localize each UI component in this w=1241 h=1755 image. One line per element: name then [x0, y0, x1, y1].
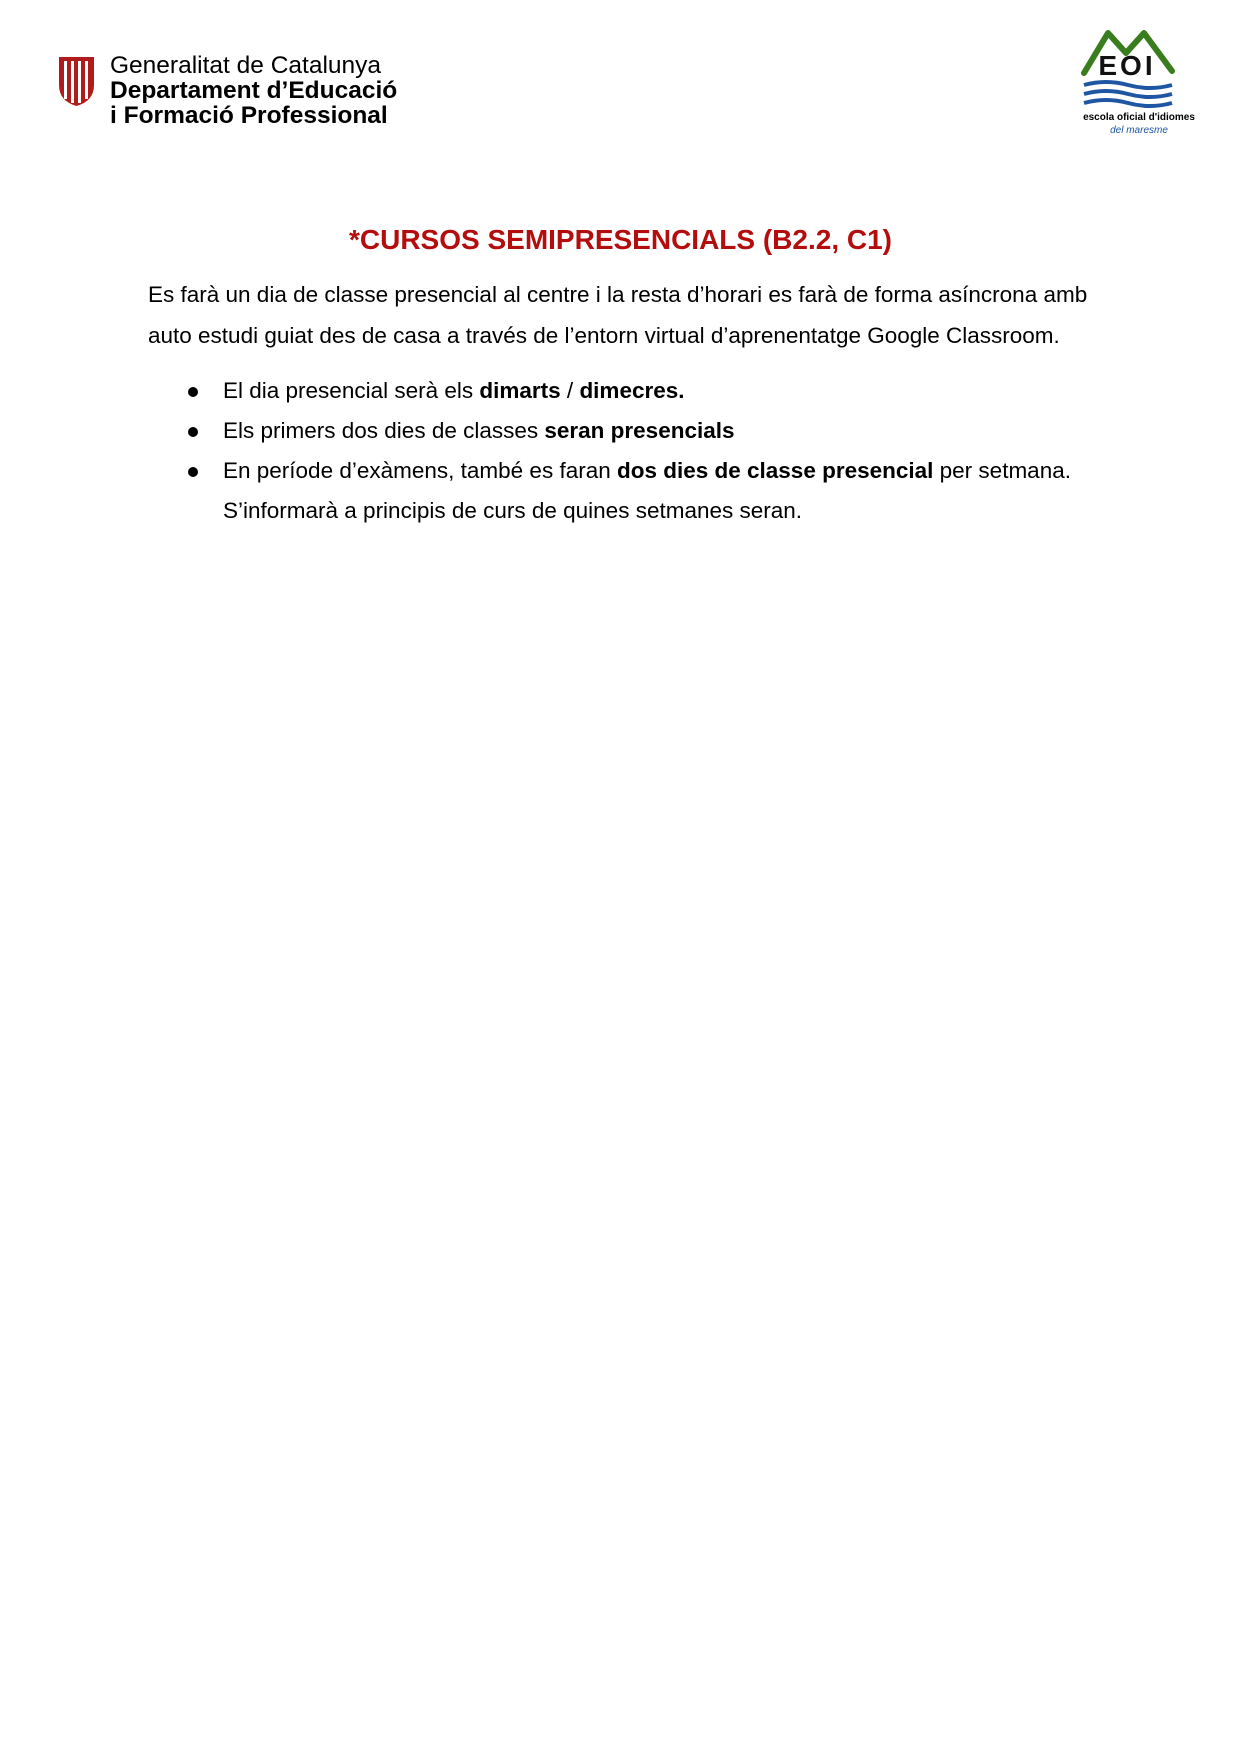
bullet-3-line-2: S’informarà a principis de curs de quines setmanes seran. — [223, 498, 803, 523]
bullet-dot-icon — [188, 387, 198, 397]
bullet-dot-icon — [188, 427, 198, 437]
gencat-line-1: Generalitat de Catalunya — [110, 52, 382, 79]
gencat-line-2: Departament d’Educació — [110, 77, 398, 104]
bullet-2-text: Els primers dos dies de classes — [223, 418, 545, 443]
gencat-emblem-icon — [55, 55, 98, 107]
bullet-item-1 — [148, 371, 1128, 411]
bullet-1-bold-1: dimarts — [479, 378, 561, 403]
bullet-list — [148, 371, 1128, 531]
bullet-item-2 — [148, 411, 1128, 451]
intro-paragraph — [148, 274, 1128, 356]
bullet-3-text-end: per setmana. — [933, 458, 1071, 483]
page-title: *CURSOS SEMIPRESENCIALS (B2.2, C1) — [349, 224, 892, 255]
eoi-name: escola oficial d'idiomes — [1083, 112, 1195, 123]
bullet-1-text: El dia presencial serà els — [223, 378, 480, 403]
bullet-3-text: En període d’exàmens, també es faran — [223, 458, 617, 483]
intro-line-1: Es farà un dia de classe presencial al centre i la resta d’horari es farà de forma asíncrona amb — [148, 282, 1088, 307]
gencat-line-3: i Formació Professional — [110, 102, 388, 129]
bullet-3-bold: dos dies de classe presencial — [616, 458, 934, 483]
eoi-badge-text: EOI — [1098, 50, 1156, 81]
eoi-location: del maresme — [1110, 125, 1168, 136]
gencat-logo — [55, 52, 415, 135]
bullet-dot-icon — [188, 467, 198, 477]
bullet-item-3 — [148, 451, 1128, 531]
bullet-1-separator: / — [560, 378, 580, 403]
intro-line-2: auto estudi guiat des de casa a través de l’entorn virtual d’aprenentatge Google Classroom. — [148, 323, 1060, 348]
bullet-1-bold-2: dimecres. — [579, 378, 685, 403]
bullet-2-bold: seran presencials — [544, 418, 735, 443]
